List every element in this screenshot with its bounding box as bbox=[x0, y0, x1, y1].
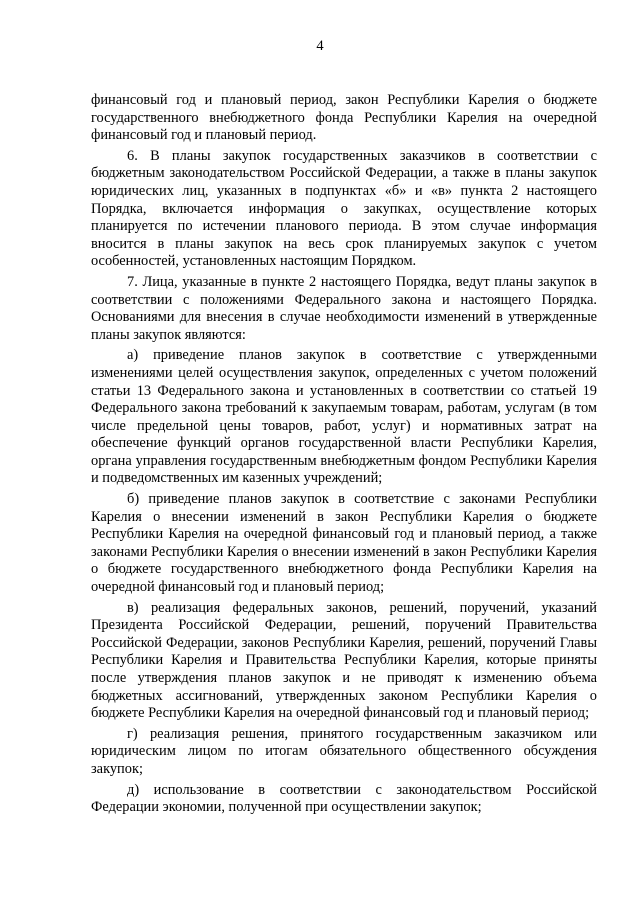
paragraph-continuation: финансовый год и плановый период, закон Республики Карелия о бюджете государственного внебюджетного фонда Республики Карелия на очередной финансовый год и плановый период. bbox=[91, 92, 597, 144]
document-body bbox=[91, 92, 597, 820]
paragraph-item-6: 6. В планы закупок государственных заказчиков в соответствии с бюджетным законодательством Российской Федерации, а также в планы закупок юридических лиц, указанных в подпунктах «б» и «в» пункта 2 настоящего Порядка, включается информация о закупках, осуществление которых планируется по истечении планового периода. В этом случае информация вносится в планы закупок на весь срок планируемых закупок с учетом особенностей, установленных настоящим Порядком. bbox=[91, 147, 597, 270]
paragraph-subitem-a: а) приведение планов закупок в соответствие с утвержденными изменениями целей осуществления закупок, определенных с учетом положений статьи 13 Федерального закона и установленных в соответствии со статьей 19 Федерального закона требований к закупаемым товарам, работам, услугам (в том числе предельной цены товаров, работ, услуг) и нормативных затрат на обеспечение функций органов государственной власти Республики Карелия, органа управления государственным внебюджетным фондом Республики Карелия и подведомственных им казенных учреждений; bbox=[91, 347, 597, 487]
paragraph-item-7: 7. Лица, указанные в пункте 2 настоящего Порядка, ведут планы закупок в соответствии с положениями Федерального закона и настоящего Порядка. Основаниями для внесения в случае необходимости изменений в утвержденные планы закупок являются: bbox=[91, 273, 597, 343]
paragraph-subitem-g: г) реализация решения, принятого государственным заказчиком или юридическим лицом по итогам обязательного общественного обсуждения закупок; bbox=[91, 725, 597, 777]
paragraph-subitem-d: д) использование в соответствии с законодательством Российской Федерации экономии, полученной при осуществлении закупок; bbox=[91, 781, 597, 816]
paragraph-subitem-b: б) приведение планов закупок в соответствие с законами Республики Карелия о внесении изменений в закон Республики Карелия о бюджете Республики Карелия на очередной финансовый год и плановый период, а также законами Республики Карелия о внесении изменений в закон Республики Карелия о бюджете государственного внебюджетного фонда Республики Карелия на очередной финансовый год и плановый период; bbox=[91, 491, 597, 596]
paragraph-subitem-v: в) реализация федеральных законов, решений, поручений, указаний Президента Российской Федерации, решений, поручений Правительства Российской Федерации, законов Республики Карелия, решений, поручений Главы Республики Карелия и Правительства Республики Карелия, которые приняты после утверждения планов закупок и не приводят к изменению объема бюджетных ассигнований, утвержденных законом Республики Карелия о бюджете Республики Карелия на очередной финансовый год и плановый период; bbox=[91, 599, 597, 722]
page-number: 4 bbox=[316, 38, 324, 54]
